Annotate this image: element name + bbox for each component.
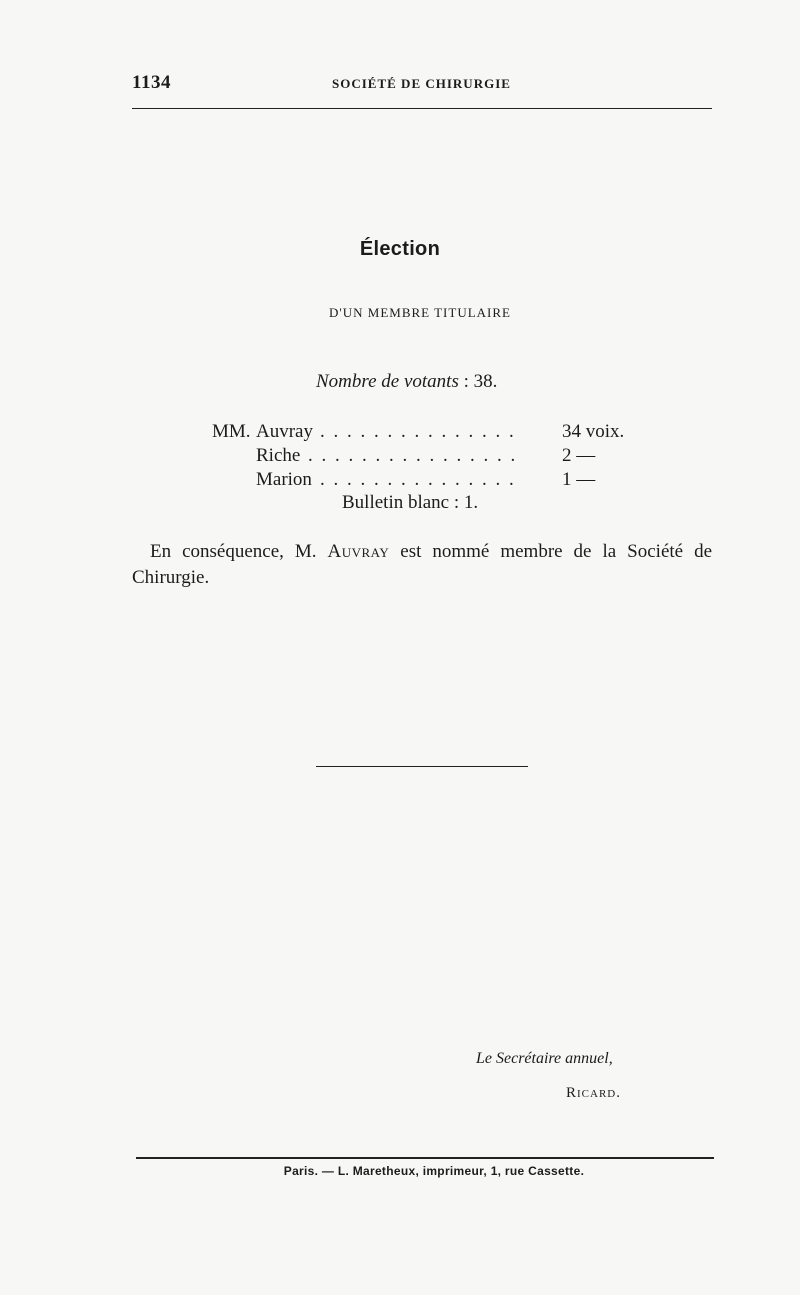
section-title: Élection [359, 238, 441, 260]
paragraph-text: En conséquence, M. [150, 541, 317, 562]
printer-imprint: Paris. — L. Maretheux, imprimeur, 1, rue Cassette. [283, 1164, 585, 1178]
vote-count: 1 — [562, 469, 596, 490]
vote-count: 34 voix. [562, 421, 625, 442]
running-head: SOCIÉTÉ DE CHIRURGIE [332, 76, 511, 91]
signature-name: Ricard. [566, 1085, 621, 1101]
votants-separator: : [463, 371, 469, 392]
votants-label: Nombre de votants [316, 371, 459, 392]
votants-value: 38. [473, 371, 498, 392]
section-divider [316, 766, 528, 767]
bulletin-blanc: Bulletin blanc : 1. [342, 492, 479, 513]
leader-dots: . . . . . . . . . . . . . . . [320, 421, 516, 442]
candidate-name: Riche [256, 445, 301, 466]
vote-count: 2 — [562, 445, 596, 466]
leader-dots: . . . . . . . . . . . . . . . [320, 469, 516, 490]
candidate-name: Marion [256, 469, 312, 490]
page-header [132, 72, 712, 96]
page-number: 1134 [132, 72, 171, 93]
footer-rule [136, 1157, 714, 1159]
elected-name: Auvray [327, 541, 390, 562]
candidate-name: Auvray [256, 421, 313, 442]
votants-line [316, 371, 497, 393]
paragraph-text: est nommé membre de la Société de Chirurgie. [132, 541, 713, 588]
section-subtitle: D'UN MEMBRE TITULAIRE [329, 305, 511, 320]
leader-dots: . . . . . . . . . . . . . . . . [308, 445, 518, 466]
signature-role: Le Secrétaire annuel, [476, 1050, 613, 1067]
vote-prefix: MM. [212, 421, 251, 442]
result-paragraph [132, 539, 712, 591]
header-rule [132, 108, 712, 109]
